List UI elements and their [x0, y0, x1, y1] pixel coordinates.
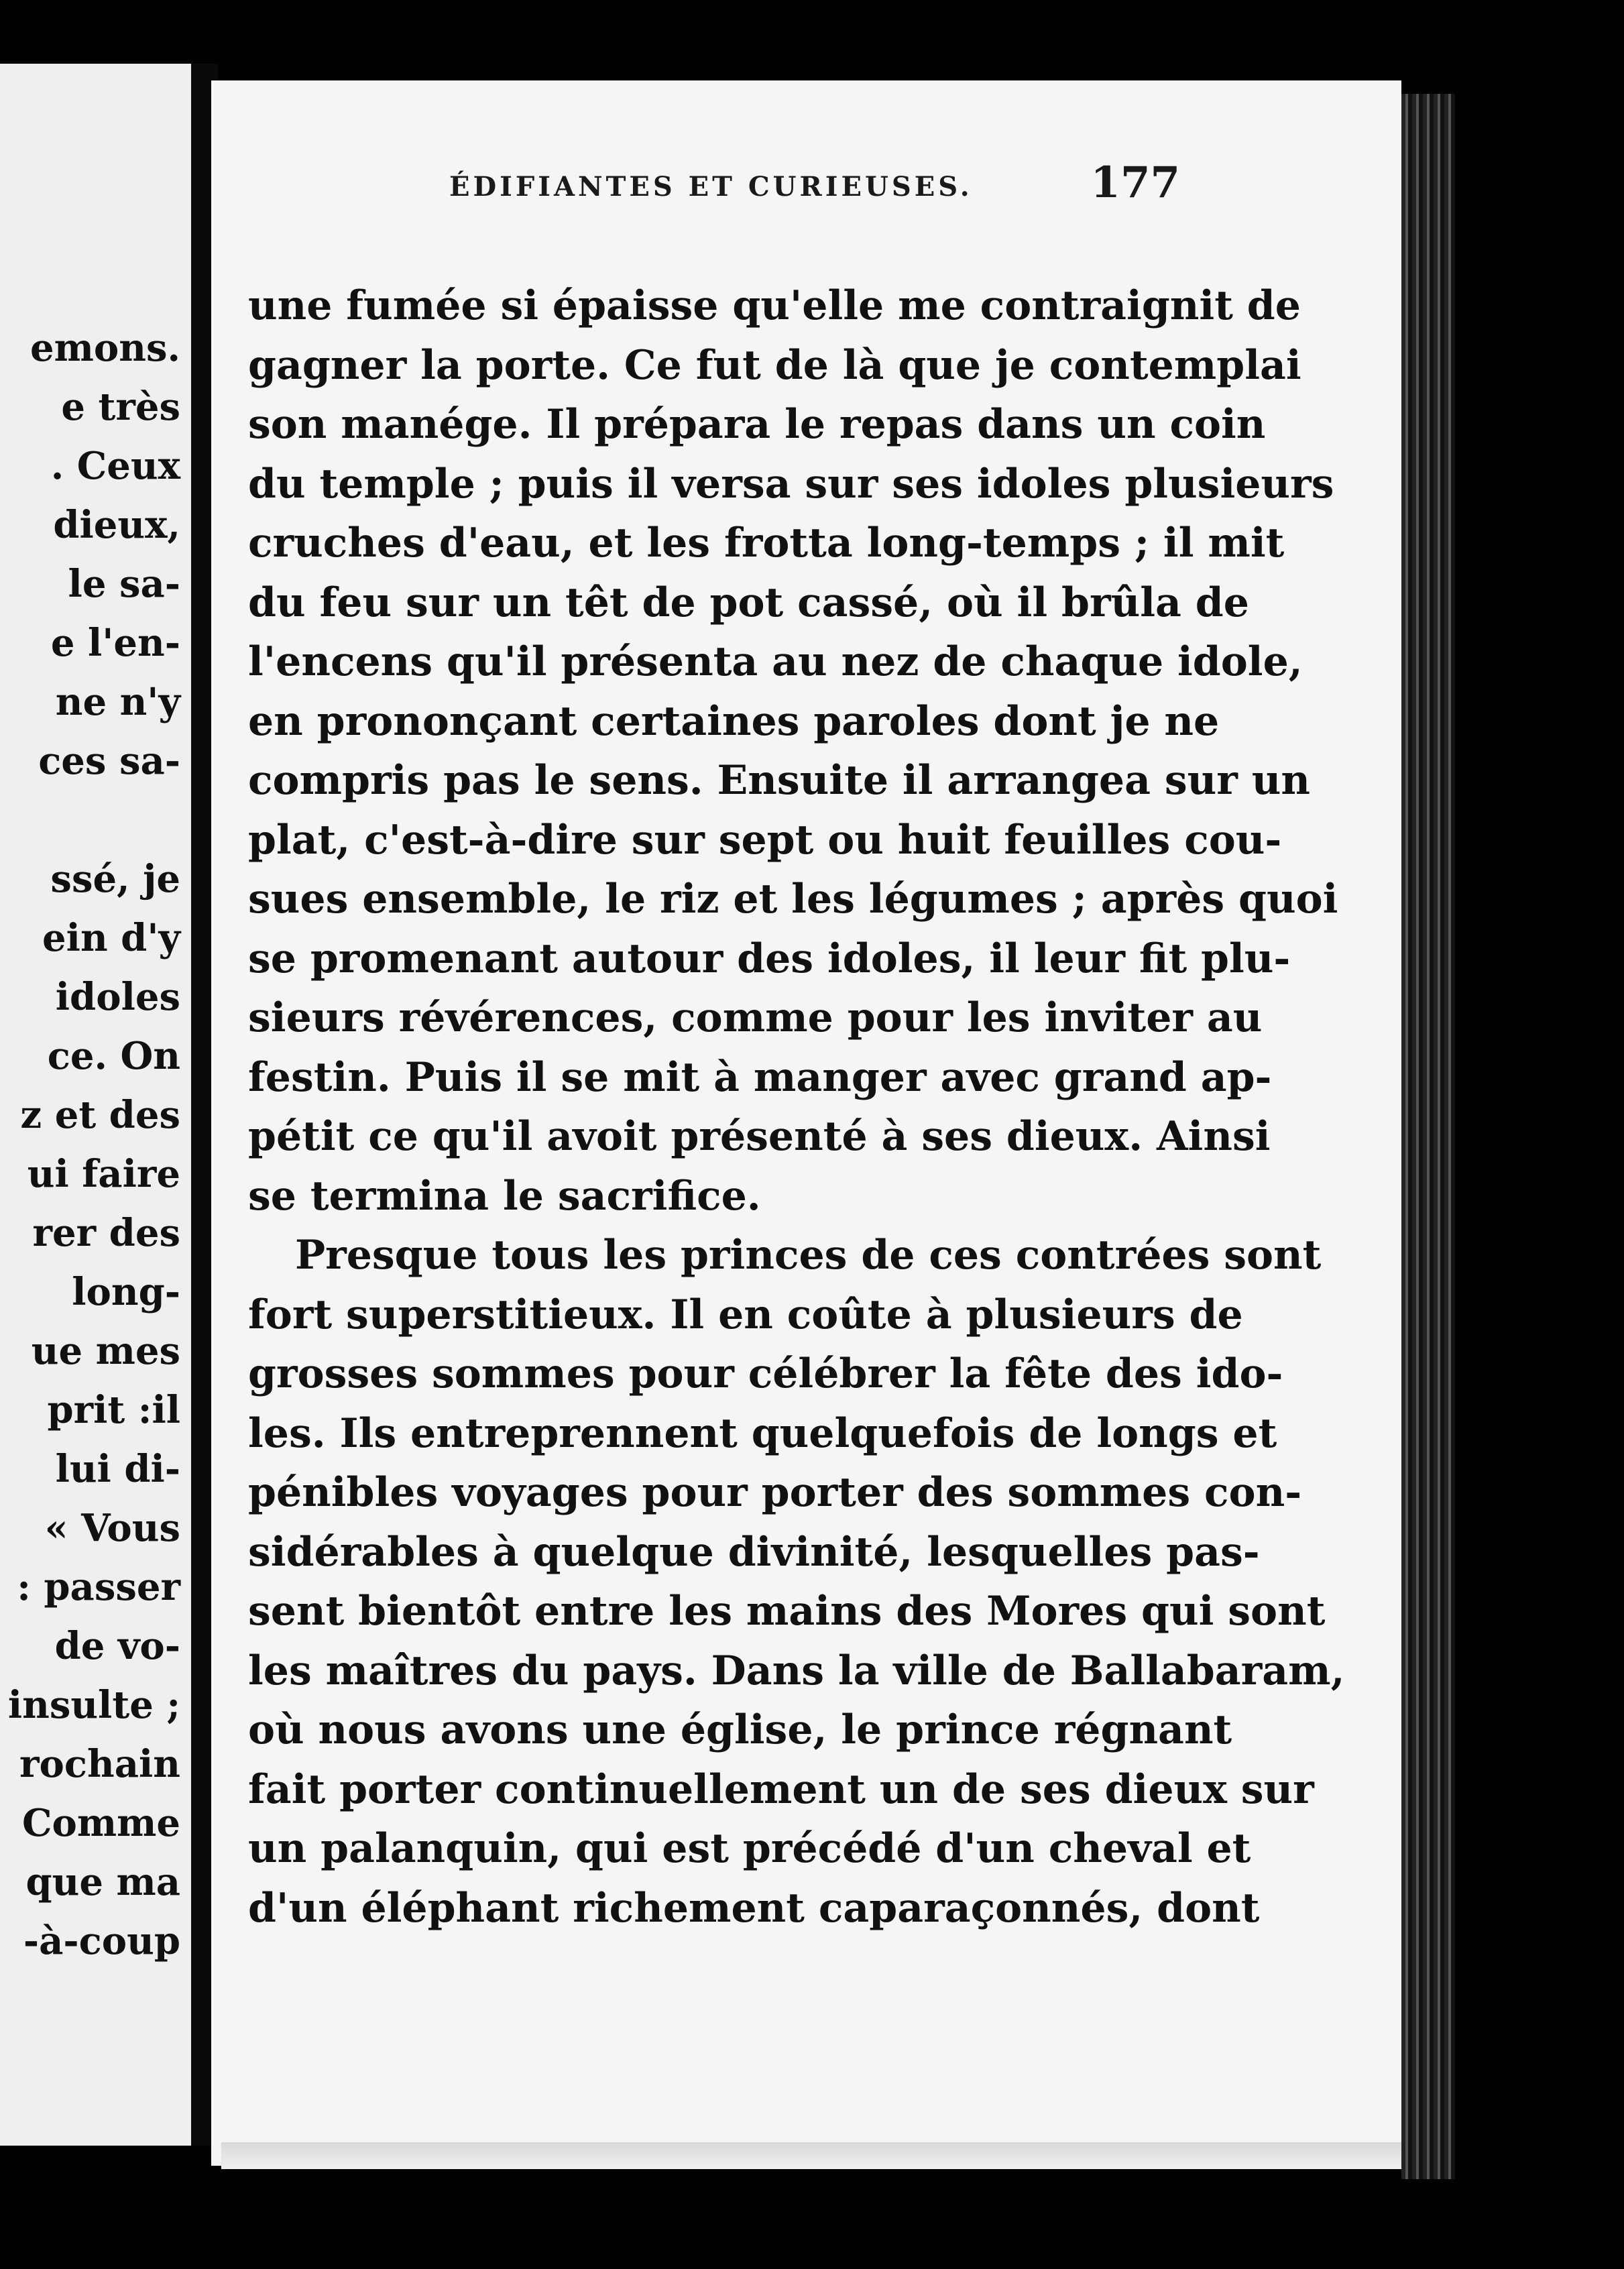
- text-line: sidérables à quelque divinité, lesquelles pas-: [248, 1528, 1260, 1576]
- text-line: festin. Puis il se mit à manger avec grand ap-: [248, 1053, 1272, 1101]
- text-line: un palanquin, qui est précédé d'un cheval et: [248, 1825, 1251, 1872]
- left-line: -à-coup: [23, 1919, 180, 1963]
- page-number: 177: [1090, 158, 1180, 208]
- left-line: Comme: [21, 1801, 180, 1845]
- text-line: d'un éléphant richement caparaçonnés, dont: [248, 1884, 1260, 1932]
- left-line: lui di-: [55, 1447, 180, 1491]
- text-line: se termina le sacrifice.: [248, 1172, 761, 1220]
- text-line: en prononçant certaines paroles dont je ne: [248, 697, 1220, 745]
- body-text: [248, 276, 1345, 1938]
- left-page-text: [8, 318, 180, 1971]
- left-line: [8, 791, 180, 850]
- text-line: du feu sur un têt de pot cassé, où il brûla de: [248, 579, 1249, 626]
- text-line: se promenant autour des idoles, il leur fit plu-: [248, 935, 1291, 982]
- left-line: « Vous: [44, 1506, 180, 1550]
- text-line: sent bientôt entre les mains des Mores qui sont: [248, 1588, 1326, 1635]
- left-line: rer des: [32, 1211, 180, 1255]
- text-line: l'encens qu'il présenta au nez de chaque idole,: [248, 638, 1303, 685]
- running-title: ÉDIFIANTES ET CURIEUSES.: [449, 171, 973, 202]
- left-line: idoles: [55, 975, 180, 1019]
- left-line: e l'en-: [50, 621, 180, 665]
- left-line: . Ceux: [50, 444, 180, 488]
- text-line: sues ensemble, le riz et les légumes ; après quoi: [248, 876, 1338, 923]
- left-line: ce. On: [47, 1034, 180, 1078]
- text-line: les maîtres du pays. Dans la ville de Ballabaram,: [248, 1647, 1345, 1694]
- text-line: où nous avons une église, le prince régnant: [248, 1706, 1232, 1753]
- text-line: compris pas le sens. Ensuite il arrangea sur un: [248, 757, 1310, 804]
- text-line: sieurs révérences, comme pour les inviter au: [248, 994, 1263, 1041]
- left-line: z et des: [20, 1093, 180, 1137]
- text-line: fort superstitieux. Il en coûte à plusieurs de: [248, 1291, 1243, 1338]
- left-line: : passer: [17, 1565, 180, 1609]
- page-edges: [1401, 94, 1455, 2179]
- left-line: dieux,: [53, 503, 180, 547]
- left-line: que ma: [25, 1860, 180, 1904]
- text-line: une fumée si épaisse qu'elle me contraignit de: [248, 282, 1301, 329]
- left-page: [0, 64, 191, 2146]
- page-header: [248, 144, 1180, 218]
- left-line: long-: [72, 1270, 180, 1314]
- page-bottom-shadow: [221, 2142, 1401, 2169]
- left-line: ue mes: [31, 1329, 180, 1373]
- left-line: emons.: [30, 326, 180, 370]
- left-line: le sa-: [68, 562, 180, 606]
- text-line: les. Ils entreprennent quelquefois de longs et: [248, 1409, 1277, 1457]
- left-line: ui faire: [27, 1152, 180, 1196]
- left-line: ces sa-: [38, 739, 180, 783]
- text-line: cruches d'eau, et les frotta long-temps ; il mit: [248, 520, 1285, 567]
- left-line: prit :il: [47, 1388, 180, 1432]
- left-line: e très: [61, 385, 180, 429]
- left-line: de vo-: [54, 1624, 180, 1668]
- text-line: plat, c'est-à-dire sur sept ou huit feuilles cou-: [248, 816, 1282, 864]
- text-line: du temple ; puis il versa sur ses idoles plusieurs: [248, 460, 1334, 508]
- text-line: pénibles voyages pour porter des sommes con-: [248, 1469, 1302, 1516]
- text-line: fait porter continuellement un de ses dieux sur: [248, 1765, 1314, 1813]
- text-line: son manége. Il prépara le repas dans un coin: [248, 401, 1266, 448]
- left-line: ne n'y: [55, 680, 180, 724]
- left-line: ein d'y: [42, 916, 180, 960]
- left-line: insulte ;: [7, 1683, 180, 1727]
- text-line: pétit ce qu'il avoit présenté à ses dieux. Ainsi: [248, 1113, 1271, 1160]
- text-line: gagner la porte. Ce fut de là que je contemplai: [248, 341, 1301, 389]
- text-line: grosses sommes pour célébrer la fête des ido-: [248, 1350, 1283, 1397]
- text-line: Presque tous les princes de ces contrées sont: [295, 1232, 1322, 1279]
- left-line: rochain: [19, 1742, 180, 1786]
- left-line: ssé, je: [50, 857, 180, 901]
